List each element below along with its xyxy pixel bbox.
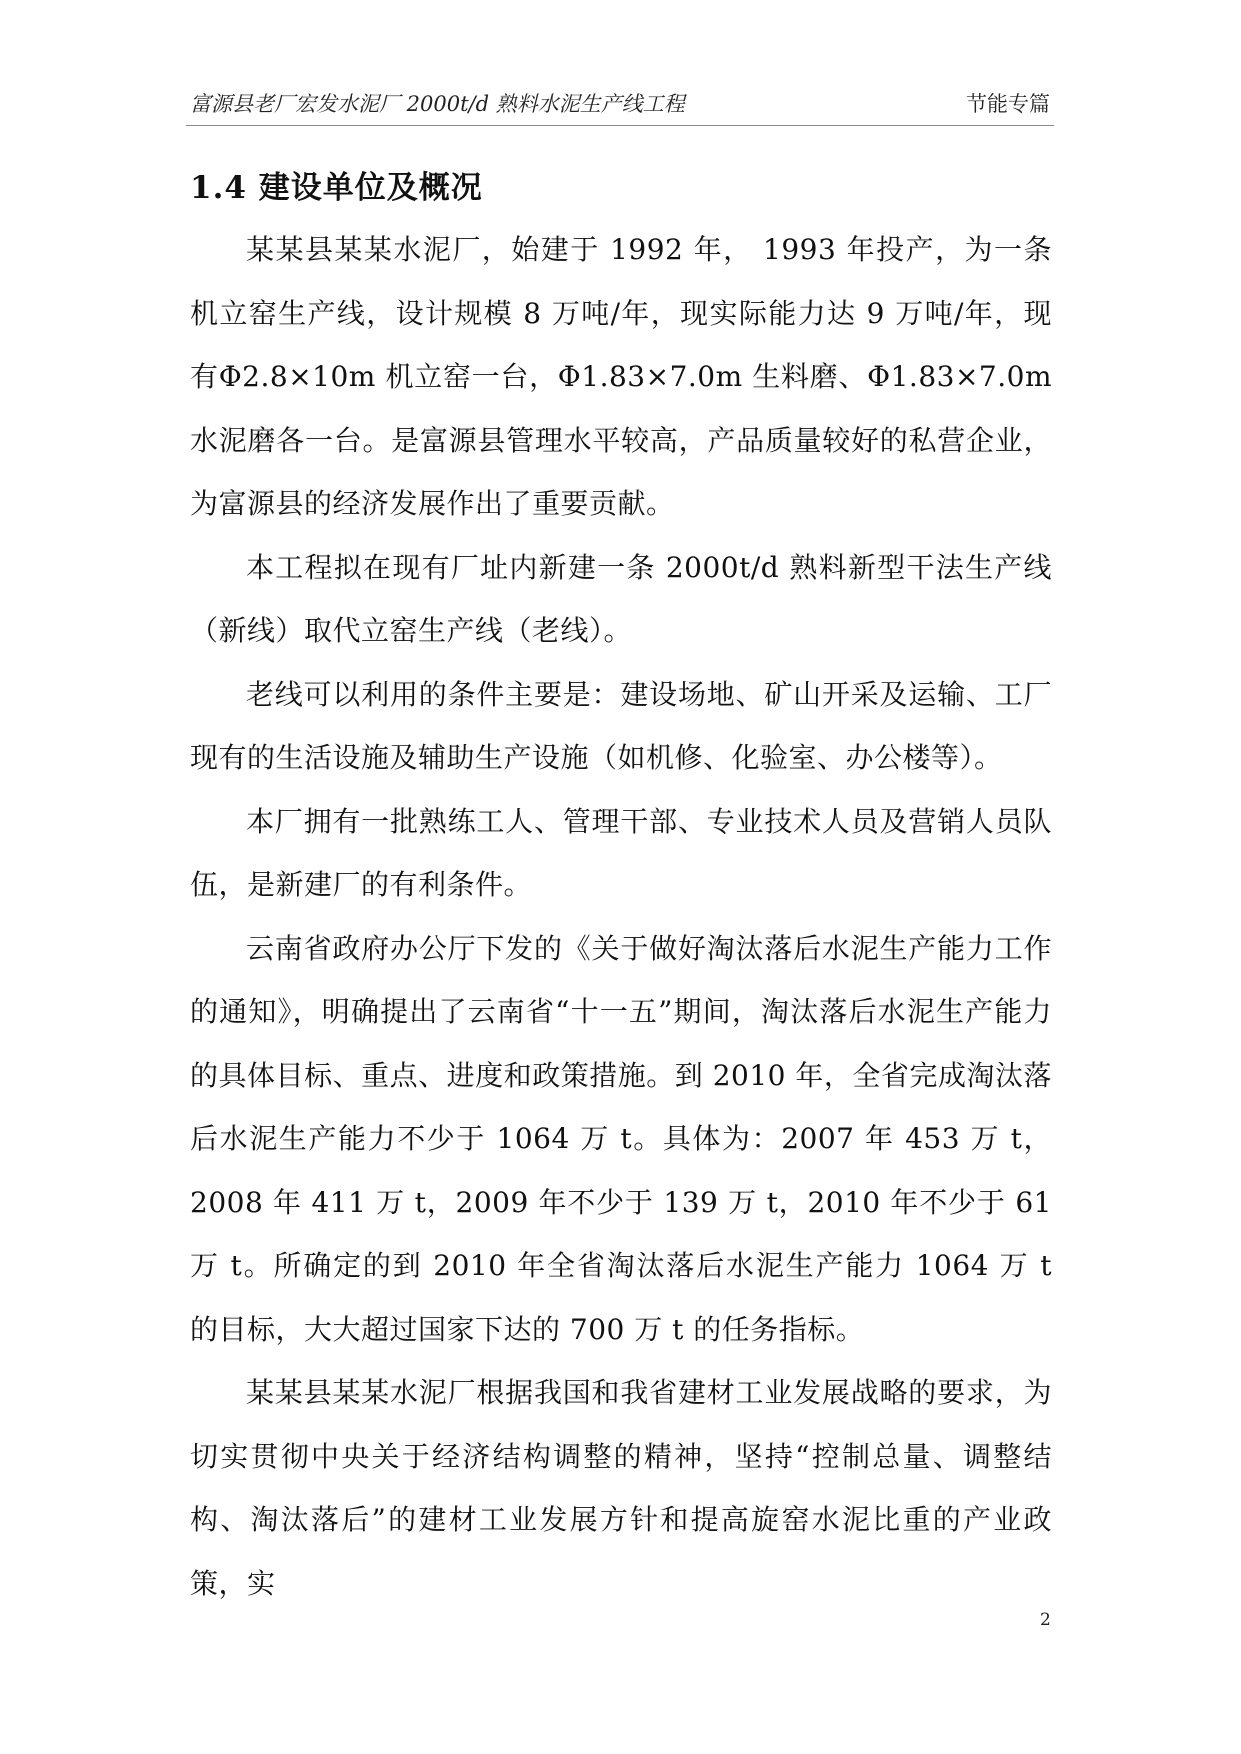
header-section-label: 节能专篇 <box>966 92 1050 116</box>
body-text <box>190 218 1052 1615</box>
paragraph: 某某县某某水泥厂，始建于 1992 年， 1993 年投产，为一条机立窑生产线，设计规模 8 万吨/年，现实际能力达 9 万吨/年，现有Φ2.8×10m 机立窑一台，Φ1.83×7.0m 生料磨、Φ1.83×7.0m 水泥磨各一台。是富源县管理水平较高，产品质量较好的私营企业，为富源县的经济发展作出了重要贡献。 <box>190 233 1052 520</box>
paragraph: 本工程拟在现有厂址内新建一条 2000t/d 熟料新型干法生产线（新线）取代立窑生产线（老线）。 <box>190 550 1052 647</box>
header-divider <box>186 125 1054 126</box>
section-heading: 1.4 建设单位及概况 <box>190 170 483 206</box>
header-document-title: 富源县老厂宏发水泥厂 2000t/d 熟料水泥生产线工程 <box>190 92 685 116</box>
paragraph: 某某县某某水泥厂根据我国和我省建材工业发展战略的要求，为切实贯彻中央关于经济结构调整的精神，坚持“控制总量、调整结构、淘汰落后”的建材工业发展方针和提高旋窑水泥比重的产业政策，实 <box>190 1376 1052 1600</box>
page-number: 2 <box>1040 1610 1051 1630</box>
paragraph: 老线可以利用的条件主要是：建设场地、矿山开采及运输、工厂现有的生活设施及辅助生产设施（如机修、化验室、办公楼等）。 <box>190 677 1052 774</box>
paragraph: 本厂拥有一批熟练工人、管理干部、专业技术人员及营销人员队伍，是新建厂的有利条件。 <box>190 804 1052 901</box>
page-header <box>190 88 1050 118</box>
paragraph: 云南省政府办公厅下发的《关于做好淘汰落后水泥生产能力工作的通知》，明确提出了云南省“十一五”期间，淘汰落后水泥生产能力的具体目标、重点、进度和政策措施。到 2010 年，全省完成淘汰落后水泥生产能力不少于 1064 万 t。具体为：2007 年 453 万 t，2008 年 411 万 t，2009 年不少于 139 万 t，2010 年不少于 61 万 t。所确定的到 2010 年全省淘汰落后水泥生产能力 1064 万 t 的目标，大大超过国家下达的 700 万 t 的任务指标。 <box>190 931 1052 1346</box>
